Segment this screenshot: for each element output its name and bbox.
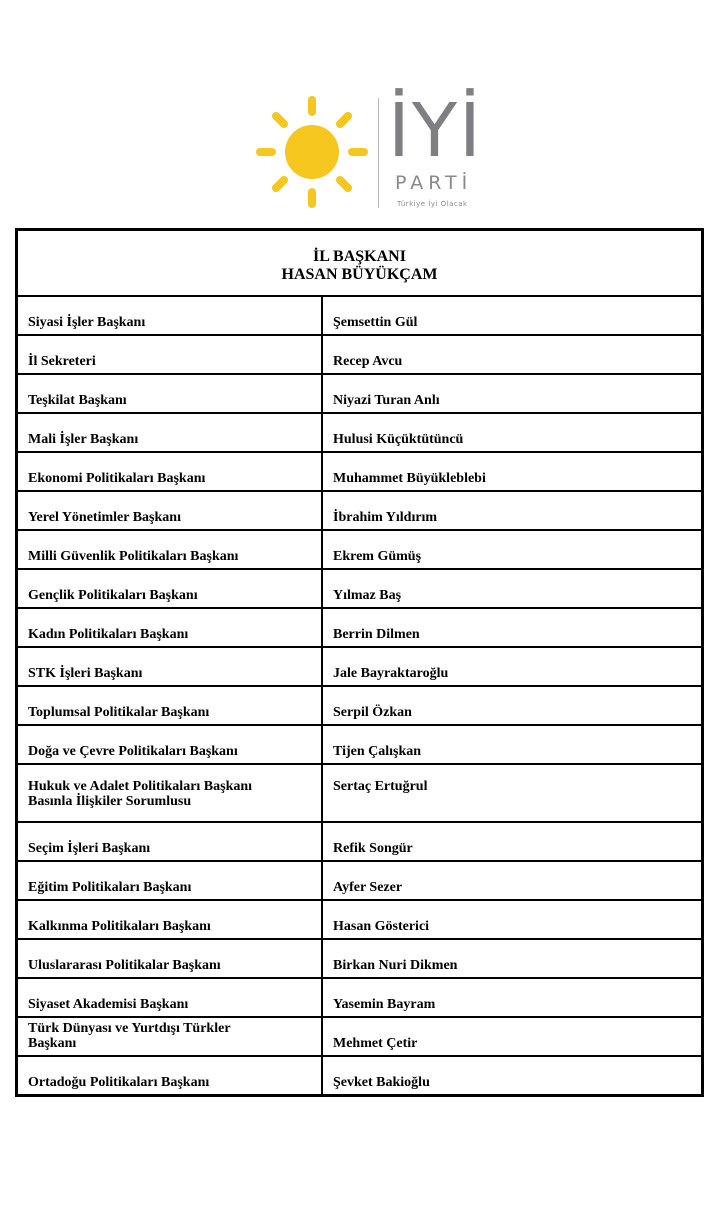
header-title: İL BAŞKANI bbox=[313, 248, 406, 265]
role-cell bbox=[17, 647, 323, 686]
person-name: Mehmet Çetir bbox=[322, 1017, 703, 1056]
role-label: Doğa ve Çevre Politikaları Başkanı bbox=[28, 744, 238, 759]
role-cell bbox=[17, 374, 323, 413]
role-cell bbox=[17, 296, 323, 335]
person-name: Refik Songür bbox=[322, 822, 703, 861]
header-row bbox=[17, 230, 703, 297]
role-label: Milli Güvenlik Politikaları Başkanı bbox=[28, 549, 239, 564]
table-row bbox=[17, 1017, 703, 1056]
table-row bbox=[17, 296, 703, 335]
role-cell bbox=[17, 608, 323, 647]
role-label: Siyasi İşler Başkanı bbox=[28, 315, 146, 330]
person-name: Ayfer Sezer bbox=[322, 861, 703, 900]
table-row bbox=[17, 374, 703, 413]
table-row bbox=[17, 491, 703, 530]
role-cell bbox=[17, 1017, 323, 1056]
role-cell bbox=[17, 900, 323, 939]
logo-tagline: Türkiye İyi Olacak bbox=[397, 200, 468, 208]
role-label: STK İşleri Başkanı bbox=[28, 666, 143, 681]
person-name: İbrahim Yıldırım bbox=[322, 491, 703, 530]
person-name: Niyazi Turan Anlı bbox=[322, 374, 703, 413]
role-label: Yerel Yönetimler Başkanı bbox=[28, 510, 181, 525]
person-name: Hulusi Küçüktütüncü bbox=[322, 413, 703, 452]
role-label: Uluslararası Politikalar Başkanı bbox=[28, 958, 221, 973]
table-row bbox=[17, 452, 703, 491]
person-name: Recep Avcu bbox=[322, 335, 703, 374]
role-label-line2: Basınla İlişkiler Sorumlusu bbox=[28, 794, 192, 809]
role-cell bbox=[17, 413, 323, 452]
table-row bbox=[17, 413, 703, 452]
table-row bbox=[17, 939, 703, 978]
logo-divider bbox=[378, 98, 379, 208]
role-cell bbox=[17, 335, 323, 374]
logo-subtitle: PARTİ bbox=[395, 172, 473, 194]
person-name: Hasan Gösterici bbox=[322, 900, 703, 939]
role-label: Hukuk ve Adalet Politikaları Başkanı bbox=[28, 779, 253, 794]
role-label: Gençlik Politikaları Başkanı bbox=[28, 588, 198, 603]
person-name: Jale Bayraktaroğlu bbox=[322, 647, 703, 686]
role-label: Siyaset Akademisi Başkanı bbox=[28, 997, 189, 1012]
role-label: Mali İşler Başkanı bbox=[28, 432, 139, 447]
role-label: Toplumsal Politikalar Başkanı bbox=[28, 705, 210, 720]
role-cell bbox=[17, 725, 323, 764]
table-body bbox=[17, 296, 703, 1095]
role-label: Eğitim Politikaları Başkanı bbox=[28, 880, 192, 895]
officials-table bbox=[15, 228, 704, 1097]
person-name: Şevket Bakioğlu bbox=[322, 1056, 703, 1095]
role-label: İl Sekreteri bbox=[28, 354, 96, 369]
person-name: Yılmaz Baş bbox=[322, 569, 703, 608]
role-label: Kalkınma Politikaları Başkanı bbox=[28, 919, 211, 934]
role-cell bbox=[17, 686, 323, 725]
sun-icon bbox=[250, 92, 380, 216]
role-cell bbox=[17, 569, 323, 608]
table-row bbox=[17, 725, 703, 764]
person-name: Sertaç Ertuğrul bbox=[322, 764, 703, 822]
person-name: Yasemin Bayram bbox=[322, 978, 703, 1017]
role-cell bbox=[17, 939, 323, 978]
table-row bbox=[17, 335, 703, 374]
person-name: Serpil Özkan bbox=[322, 686, 703, 725]
table-row bbox=[17, 608, 703, 647]
person-name: Tijen Çalışkan bbox=[322, 725, 703, 764]
header-name: HASAN BÜYÜKÇAM bbox=[281, 266, 438, 283]
role-cell bbox=[17, 978, 323, 1017]
table-row bbox=[17, 764, 703, 822]
table-row bbox=[17, 569, 703, 608]
person-name: Şemsettin Gül bbox=[322, 296, 703, 335]
table-row bbox=[17, 647, 703, 686]
role-label: Ekonomi Politikaları Başkanı bbox=[28, 471, 206, 486]
role-cell bbox=[17, 530, 323, 569]
role-label: Türk Dünyası ve Yurtdışı Türkler bbox=[28, 1021, 231, 1036]
person-name: Berrin Dilmen bbox=[322, 608, 703, 647]
logo-wordmark: İYİ bbox=[388, 88, 483, 174]
role-cell bbox=[17, 452, 323, 491]
table-row bbox=[17, 861, 703, 900]
table-row bbox=[17, 686, 703, 725]
table-row bbox=[17, 822, 703, 861]
iyi-parti-logo bbox=[250, 88, 490, 216]
person-name: Ekrem Gümüş bbox=[322, 530, 703, 569]
role-label: Kadın Politikaları Başkanı bbox=[28, 627, 189, 642]
table-row bbox=[17, 978, 703, 1017]
person-name: Muhammet Büyükleblebi bbox=[322, 452, 703, 491]
role-cell bbox=[17, 822, 323, 861]
role-label: Teşkilat Başkanı bbox=[28, 393, 127, 408]
role-cell bbox=[17, 1056, 323, 1095]
table-row bbox=[17, 530, 703, 569]
table-row bbox=[17, 900, 703, 939]
table-row bbox=[17, 1056, 703, 1095]
role-cell bbox=[17, 491, 323, 530]
person-name: Birkan Nuri Dikmen bbox=[322, 939, 703, 978]
role-cell bbox=[17, 764, 323, 822]
role-label: Seçim İşleri Başkanı bbox=[28, 841, 151, 856]
header-cell bbox=[17, 230, 703, 297]
role-label: Ortadoğu Politikaları Başkanı bbox=[28, 1074, 210, 1090]
role-cell bbox=[17, 861, 323, 900]
role-label-line2: Başkanı bbox=[28, 1036, 77, 1051]
